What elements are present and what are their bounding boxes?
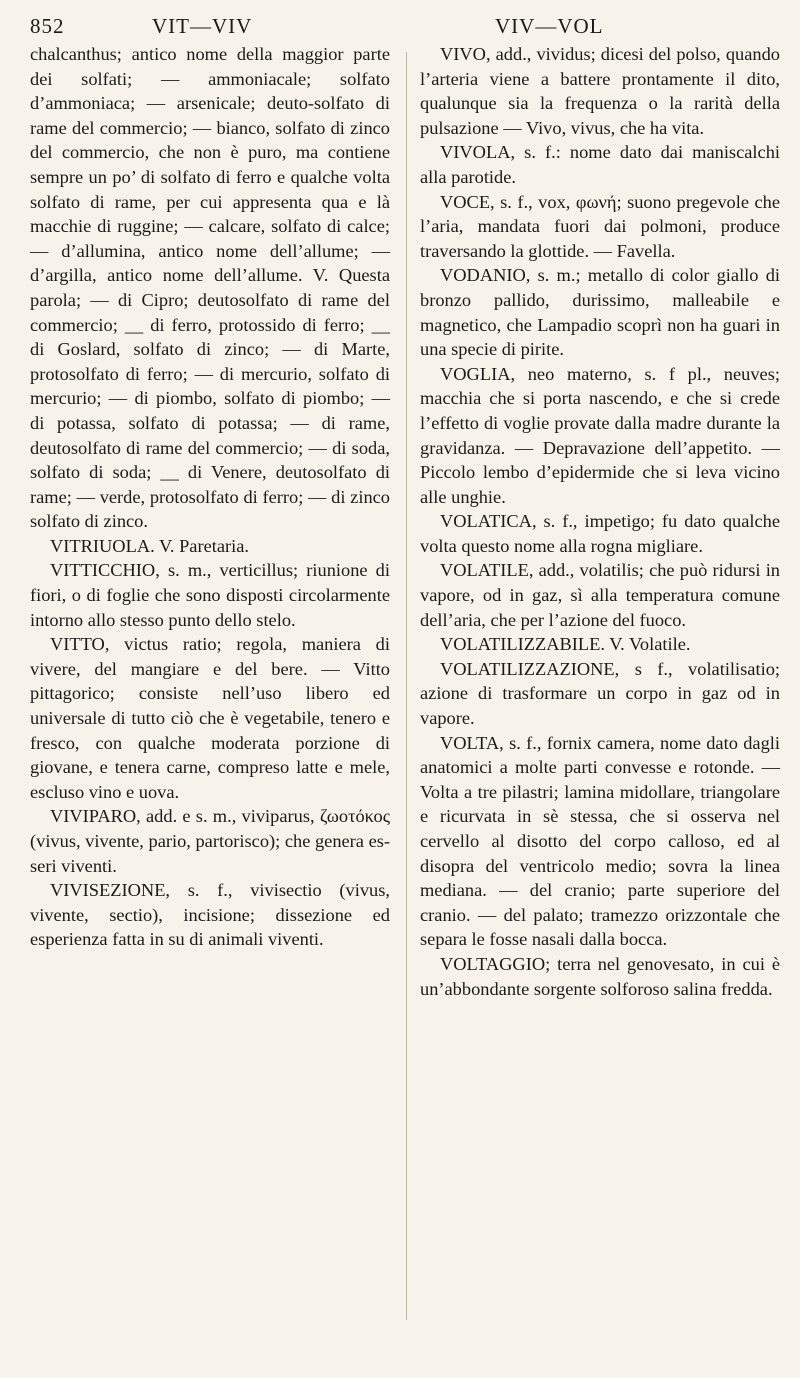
entry-vivisezione: VIVISEZIONE, s. f., vivisectio (vivus, vivente, sectio), incisione; dissezione ed esperienza fatta in su di animali viventi. (30, 880, 390, 950)
entry-volatile: VOLATILE, add., volatilis; che può ridursi in vapore, od in gaz, sì alla temperatura comune dell’aria, che per l’azione del fuoco. (420, 560, 780, 630)
entry-vitticchio: VITTICCHIO, s. m., verticillus; riunione di fiori, o di foglie che sono disposti circolarmente intorno allo stesso punto dello stelo. (30, 560, 390, 630)
running-head-left: VIT—VIV (152, 14, 253, 38)
entry-volatilizzabile: VOLATILIZZABILE. V. Volatile. (440, 634, 691, 655)
entry-voce: VOCE, s. f., vox, φωνή; suono pregevole che l’aria, mandata fuori dai polmoni, produce traversando la glottide. — Favella. (420, 191, 780, 261)
entry-chalcanthus: chalcanthus; antico nome della maggior parte dei solfati; — ammoniacale; solfato d’ammoniaca; — arsenicale; deuto-solfato di rame del commercio; — bianco, solfato di zinco del commercio, che non è puro, ma contiene sempre un po’ di solfato di ferro e qualche volta solfato di rame, per cui appresenta qua e là macchie di ruggine; — calcare, solfato di calce; — d’allumina, antico nome dell’allume; — d’argilla, antico nome dell’allume. V. Questa parola; — di Cipro; deutosolfato di rame del commercio; __ di ferro, protossido di ferro; __ di Goslard, solfato di zinco; — di Marte, protosolfato di ferro; — di mercurio, solfato di mercurio; — di piombo, solfato di piombo; — di potassa, solfato di potassa; — di rame, deutosolfato di rame del commercio; — di soda, solfato di soda; __ di Venere, deutosolfato di rame; — verde, protosolfato di ferro; — di zinco solfato di zinco. (30, 44, 390, 532)
entry-vivola: VIVOLA, s. f.: nome dato dai maniscalchi alla parotide. (420, 142, 780, 187)
running-head-right: VIV—VOL (495, 14, 604, 38)
entry-vitto: VITTO, victus ratio; regola, maniera di vivere, del mangiare e del bere. — Vitto pittagorico; consiste nell’uso libero ed universale di tutto ciò che è vegetabile, tenero e fresco, con qualche moderata porzione di giovane, e tenera carne, compreso latte e mele, escluso vino e uova. (30, 634, 390, 802)
column-divider (406, 52, 407, 1320)
entry-voglia: VOGLIA, neo materno, s. f pl., neuves; macchia che si porta nascendo, e che si crede l’effetto di voglie provate dalla madre durante la gravidanza. — Depravazione dell’appetito. — Piccolo lembo d’epidermide che si leva vicino alle unghie. (420, 363, 780, 507)
page-number: 852 (30, 14, 65, 38)
entry-voltaggio: VOLTAGGIO; terra nel genovesato, in cui è un’abbondante sorgente solforoso salina fredda. (420, 953, 780, 999)
entry-volatica: VOLATICA, s. f., impetigo; fu dato qualche volta questo nome alla rogna migliare. (420, 511, 780, 556)
entry-vivo: VIVO, add., vividus; dicesi del polso, quando l’arteria viene a battere prontamente il dito, qualunque sia la frequenza o la rarità della pulsazione — Vivo, vivus, che ha vita. (420, 44, 780, 138)
entry-volatilizzazione: VOLATILIZZAZIONE, s f., volatilisatio; azione di trasformare un corpo in gaz od in vapore. (420, 658, 780, 729)
entry-vitriuola: VITRIUOLA. V. Paretaria. (50, 535, 250, 556)
entry-vodanio: VODANIO, s. m.; metallo di color giallo di bronzo pallido, durissimo, malleabile e magnetico, che Lampadio scoprì non ha guari in una specie di pirite. (420, 265, 780, 360)
left-column (30, 42, 390, 952)
entry-viviparo: VIVIPARO, add. e s. m., viviparus, ζωοτόκος (vivus, vivente, pario, partorisco); che genera esseri viventi. (30, 806, 391, 876)
entry-volta: VOLTA, s. f., fornix camera, nome dato dagli anatomici a molte parti convesse e rotonde. — Volta a tre pilastri; lamina midollare, triangolare e ricurvata in sè stessa, che si osserva nel cervello al disotto del corpo calloso, ed al disopra del ventricolo medio; sovra la linea mediana. — del cranio; parte superiore del cranio. — del palato; tramezzo orizzontale che separa le fosse nasali dalla bocca. (420, 732, 780, 950)
page-header (0, 14, 800, 40)
right-column (420, 42, 780, 1001)
